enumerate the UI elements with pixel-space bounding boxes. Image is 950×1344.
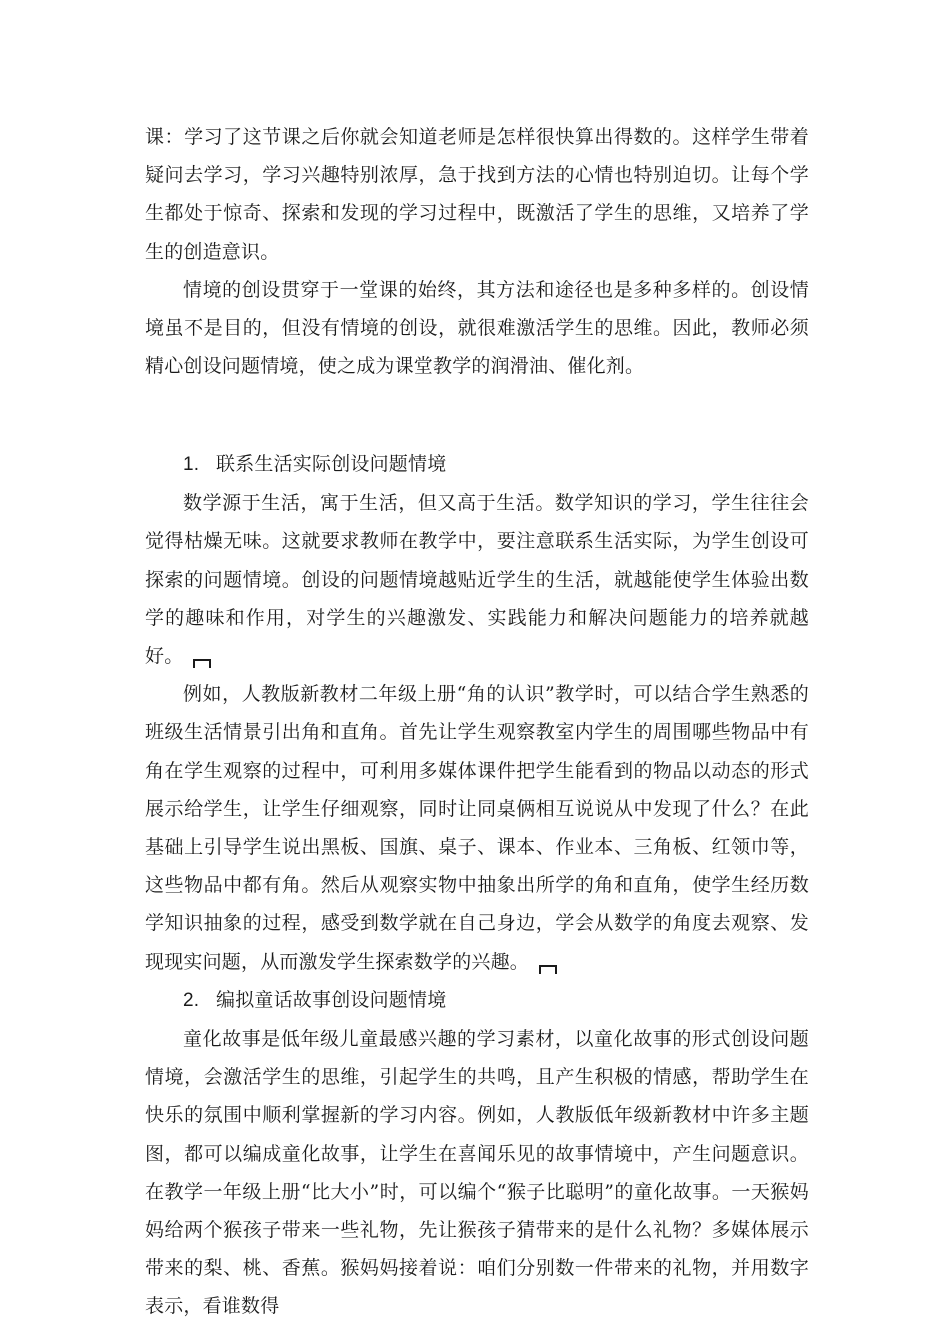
paragraph-mark-icon <box>193 659 211 668</box>
section-1-title: 联系生活实际创设问题情境 <box>216 453 447 475</box>
section-1-paragraph-2-text: 例如，人教版新教材二年级上册“角的认识”教学时，可以结合学生熟悉的班级生活情景引出角和直角。首先让学生观察教室内学生的周围哪些物品中有角在学生观察的过程中，可利用多媒体课件把学生能看到的物品以动态的形式展示给学生，让学生仔细观察，同时让同桌俩相互说说从中发现了什么？在此基础上引导学生说出黑板、国旗、桌子、课本、作业本、三角板、红领巾等，这些物品中都有角。然后从观察实物中抽象出所学的角和直角，使学生经历数学知识抽象的过程，感受到数学就在自己身边，学会从数学的角度去观察、发现现实问题，从而激发学生探索数学的兴趣。 <box>145 683 809 973</box>
paragraph-summary: 情境的创设贯穿于一堂课的始终，其方法和途径也是多种多样的。创设情境虽不是目的，但没有情境的创设，就很难激活学生的思维。因此，教师必须精心创设问题情境，使之成为课堂教学的润滑油、催化剂。 <box>145 278 809 378</box>
section-1-paragraph-1 <box>145 484 809 675</box>
section-1-heading <box>145 445 809 484</box>
section-block <box>145 445 809 1326</box>
paragraph-continued: 课：学习了这节课之后你就会知道老师是怎样很快算出得数的。这样学生带着疑问去学习，学习兴趣特别浓厚，急于找到方法的心情也特别迫切。让每个学生都处于惊奇、探索和发现的学习过程中，既激活了学生的思维，又培养了学生的创造意识。 <box>145 126 809 263</box>
section-2-paragraph-1: 童化故事是低年级儿童最感兴趣的学习素材，以童化故事的形式创设问题情境，会激活学生的思维，引起学生的共鸣，且产生积极的情感，帮助学生在快乐的氛围中顺利掌握新的学习内容。例如，人教版低年级新教材中许多主题图，都可以编成童化故事，让学生在喜闻乐见的故事情境中，产生问题意识。在教学一年级上册“比大小”时，可以编个“猴子比聪明”的童化故事。一天猴妈妈给两个猴孩子带来一些礼物，先让猴孩子猜带来的是什么礼物？多媒体展示带来的梨、桃、香蕉。猴妈妈接着说：咱们分别数一件带来的礼物，并用数字表示，看谁数得 <box>145 1028 809 1318</box>
section-1-number: 1. <box>183 454 200 475</box>
section-1-paragraph-1-text: 数学源于生活，寓于生活，但又高于生活。数学知识的学习，学生往往会觉得枯燥无味。这就要求教师在教学中，要注意联系生活实际，为学生创设可探索的问题情境。创设的问题情境越贴近学生的生活，就越能使学生体验出数学的趣味和作用，对学生的兴趣激发、实践能力和解决问题能力的培养就越好。 <box>145 492 809 668</box>
section-2-number: 2. <box>183 989 200 1011</box>
section-2-title: 编拟童话故事创设问题情境 <box>216 988 447 1011</box>
section-2-heading <box>145 981 809 1020</box>
section-1-paragraph-2 <box>145 675 809 981</box>
paragraph-mark-icon <box>539 965 557 974</box>
intro-block <box>145 118 809 385</box>
